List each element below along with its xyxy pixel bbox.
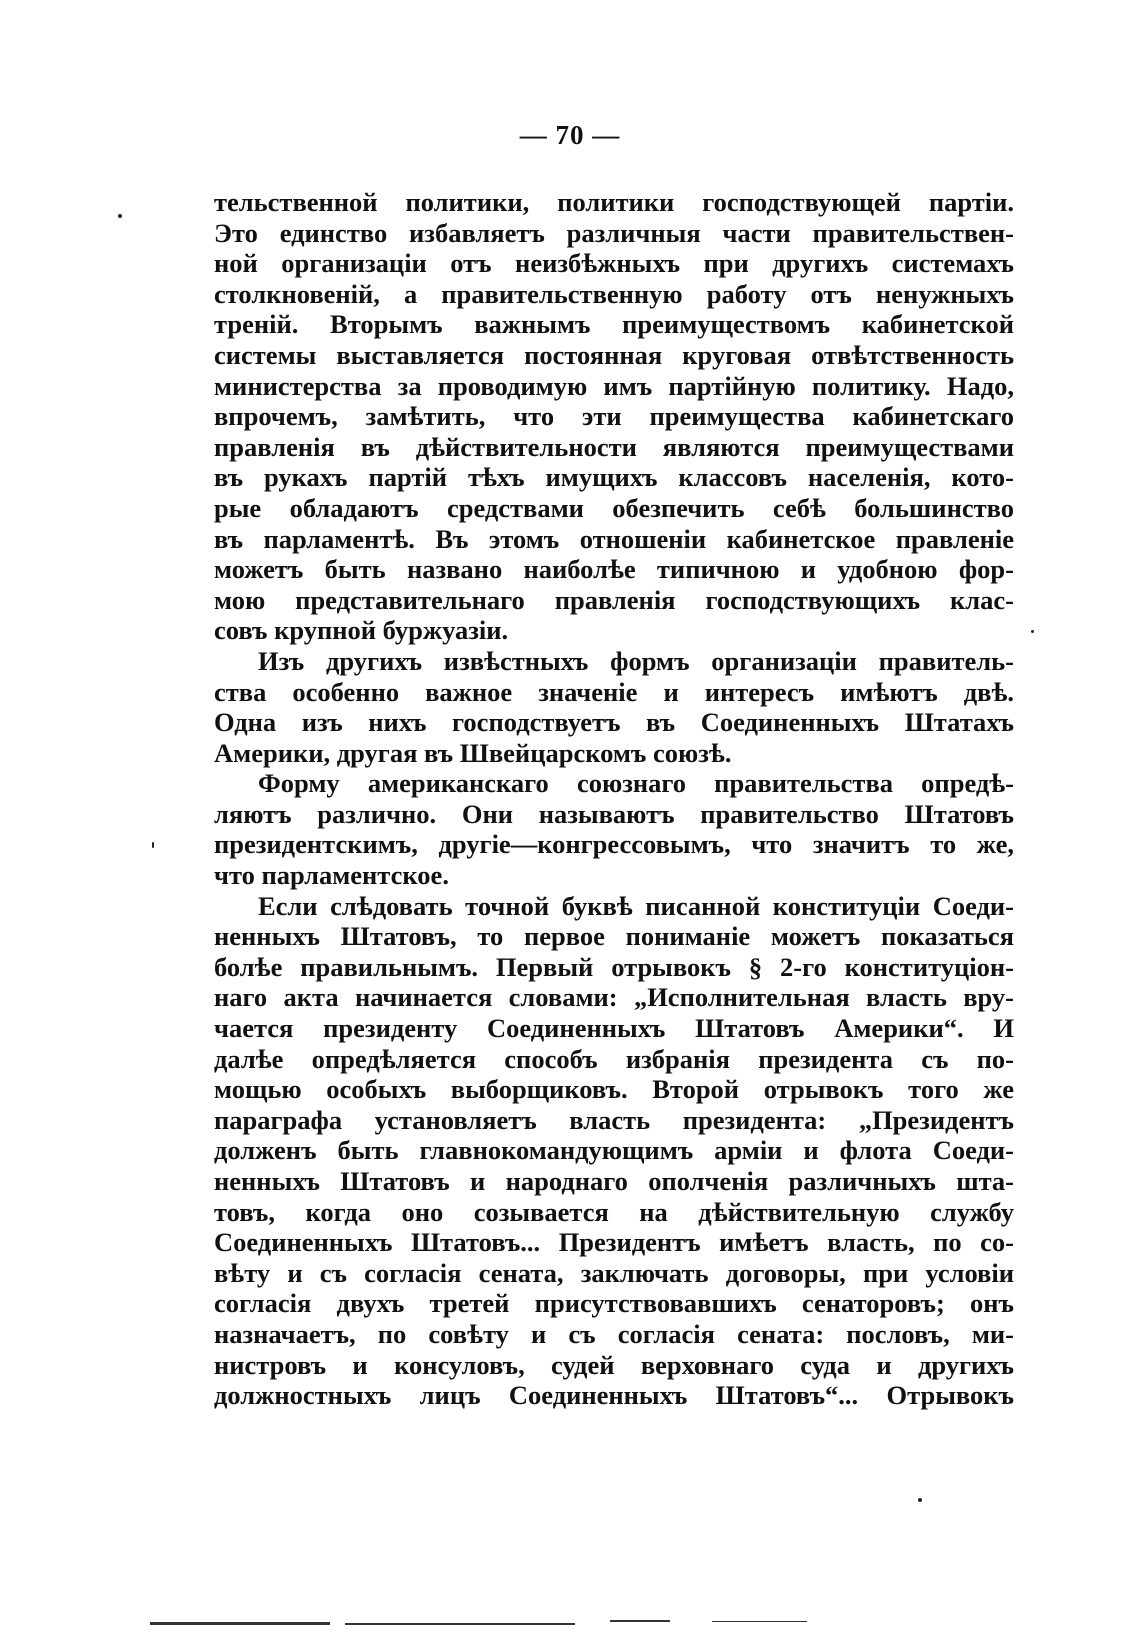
bottom-scan-rule [712,1621,807,1622]
text-line: Это единство избавляетъ различныя части правительствен- [214,217,1014,248]
text-line: совъ крупной буржуазіи. [214,615,509,646]
text-line: наго акта начинается словами: „Исполнительная власть вру- [214,982,1014,1013]
text-line: ненныхъ Штатовъ и народнаго ополченія различныхъ шта- [214,1166,1014,1196]
text-line: мою представительнаго правленія господствующихъ клас- [214,584,1014,615]
text-line: Америки, другая въ Швейцарскомъ союзѣ. [214,737,732,768]
text-line: въ парламентѣ. Въ этомъ отношеніи кабинетское правленіе [214,523,1014,554]
text-line: что парламентское. [214,860,449,891]
text-line: тельственной политики, политики господствующей партіи. [214,187,1014,217]
text-line: долженъ быть главнокомандующимъ арміи и флота Соеди- [214,1135,1014,1166]
text-line: правленія въ дѣйствительности являются преимуществами [214,431,1014,462]
text-line: вѣту и съ согласія сената, заключать договоры, при условіи [214,1257,1014,1288]
ink-speck [1031,630,1034,633]
text-line: болѣе правильнымъ. Первый отрывокъ § 2-го конституціон- [214,951,1014,982]
text-line: параграфа установляетъ власть президента: „Президентъ [214,1104,1014,1135]
text-line: Одна изъ нихъ господствуетъ въ Соединенныхъ Штатахъ [214,707,1014,738]
text-line: президентскимъ, другіе—конгрессовымъ, что значитъ то же, [214,829,1014,860]
text-line: Форму американскаго союзнаго правительства опредѣ- [258,768,1014,799]
text-line: назначаетъ, по совѣту и съ согласія сената: пословъ, ми- [214,1318,1014,1349]
bottom-scan-rule [345,1623,575,1625]
text-line: должностныхъ лицъ Соединенныхъ Штатовъ“... Отрывокъ [214,1380,1014,1411]
text-line: нистровъ и консуловъ, судей верховнаго суда и другихъ [214,1349,1014,1380]
ink-speck [118,214,122,218]
text-line: столкновеній, а правительственную работу отъ ненужныхъ [214,278,1014,309]
text-line: Соединенныхъ Штатовъ... Президентъ имѣетъ власть, по со- [214,1227,1014,1258]
body-text [214,187,1014,1411]
text-line: мощью особыхъ выборщиковъ. Второй отрывокъ того же [214,1074,1014,1105]
text-line: товъ, когда оно созывается на дѣйствительную службу [214,1196,1014,1227]
text-line: чается президенту Соединенныхъ Штатовъ Америки“. И [214,1013,1014,1044]
text-line: ства особенно важное значеніе и интересъ имѣютъ двѣ. [214,676,1014,707]
text-line: министерства за проводимую имъ партійную политику. Надо, [214,370,1014,401]
bottom-scan-rule [610,1620,670,1622]
text-line: ной организаціи отъ неизбѣжныхъ при другихъ системахъ [214,248,1014,279]
text-line: рые обладаютъ средствами обезпечить себѣ большинство [214,492,1014,523]
text-line: согласія двухъ третей присутствовавшихъ сенаторовъ; онъ [214,1288,1014,1319]
text-line: Изъ другихъ извѣстныхъ формъ организаціи правитель- [258,645,1014,676]
text-line: ненныхъ Штатовъ, то первое пониманіе можетъ показаться [214,921,1014,952]
text-line: впрочемъ, замѣтить, что эти преимущества кабинетскаго [214,401,1014,432]
text-line: системы выставляется постоянная круговая отвѣтственность [214,339,1014,370]
text-line: далѣе опредѣляется способъ избранія президента съ по- [214,1043,1014,1074]
text-line: Если слѣдовать точной буквѣ писанной конституціи Соеди- [258,890,1014,921]
text-line: треній. Вторымъ важнымъ преимуществомъ кабинетской [214,309,1014,340]
text-line: ляютъ различно. Они называютъ правительство Штатовъ [214,798,1014,829]
ink-speck [918,1498,922,1502]
ink-speck [152,842,154,848]
bottom-scan-rule [150,1622,330,1625]
text-line: можетъ быть названо наиболѣе типичною и удобною фор- [214,554,1014,585]
page-number: — 70 — [519,120,621,150]
text-line: въ рукахъ партій тѣхъ имущихъ классовъ населенія, кото- [214,462,1014,493]
